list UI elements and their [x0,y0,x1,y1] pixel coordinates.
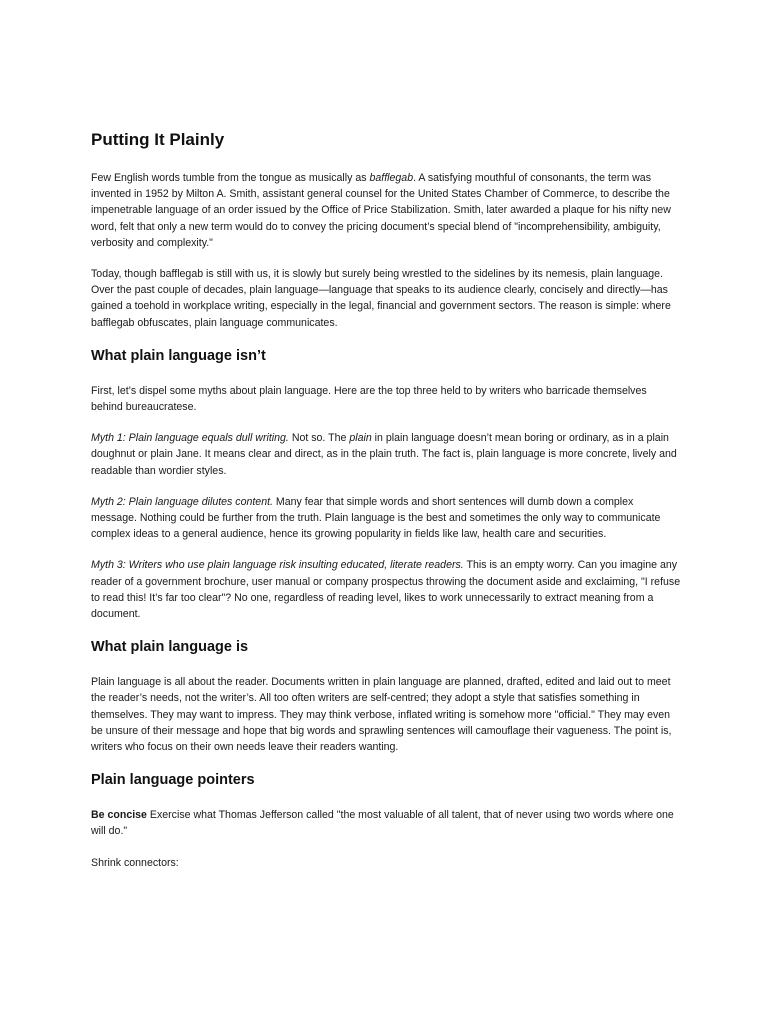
intro-text-start: Few English words tumble from the tongue as musically as [91,172,370,184]
myth-2-label: Myth 2: Plain language dilutes content. [91,495,273,508]
myth-1-paragraph [91,430,681,479]
myth-3-paragraph [91,557,681,622]
myths-intro-paragraph: First, let’s dispel some myths about plain language. Here are the top three held to by writers who barricade themselves behind bureaucratese. [91,384,647,414]
heading-plain-language-pointers: Plain language pointers [91,772,255,789]
be-concise-paragraph [91,807,681,839]
myth-1-text-start: Not so. The [288,432,350,445]
heading-what-plain-language-is: What plain language is [91,639,249,656]
myth-2-text: Many fear that simple words and short sentences will dumb down a complex message. Nothing could be further from the truth. Plain language is the best and sometimes the only way to communicate complex ideas to a general audience, hence its growing popularity in fields like law, health care and securities. [91,495,661,541]
myth-2-paragraph [91,494,681,543]
document-title: Putting It Plainly [91,130,225,149]
shrink-connectors-label: Shrink connectors: [91,856,179,869]
plain-term: plain [349,432,372,445]
bafflegab-term: bafflegab [369,172,414,184]
be-concise-label: Be concise [91,809,147,822]
myth-3-label: Myth 3: Writers who use plain language risk insulting educated, literate readers. [91,559,464,572]
heading-what-plain-language-isnt: What plain language isn’t [91,347,266,364]
intro-text-rest: . A satisfying mouthful of consonants, the term was invented in 1952 by Milton A. Smith, assistant general counsel for the United States Chamber of Commerce, to describe the impenetrable language of an order issued by the Office of Price Stabilization. Smith, later awarded a plaque for his nifty new word, felt that only a new term would do to convey the pricing document’s special blend of "incomprehensibility, ambiguity, verbosity and complexity." [91,172,671,249]
intro-paragraph-1 [91,170,681,251]
document-page [91,128,681,886]
myth-1-label: Myth 1: Plain language equals dull writing. [91,432,289,445]
myth-1-text-rest: in plain language doesn’t mean boring or ordinary, as in a plain doughnut or plain Jane. It means clear and direct, as in the plain truth. The fact is, plain language is more concrete, lively and readable than wordier styles. [91,432,677,477]
plain-language-is-paragraph: Plain language is all about the reader. Documents written in plain language are planned, drafted, edited and laid out to meet the reader’s needs, not the writer’s. All too often writers are self-centred; they adopt a style that satisfies something in themselves. They may want to impress. They may think verbose, inflated writing is somehow more "official." They may even be unsure of their message and hope that big words and sprawling sentences will camouflage their vagueness. The point is, writers who focus on their own needs leave their readers wanting. [91,676,672,754]
myth-3-text: This is an empty worry. Can you imagine any reader of a government brochure, user manual or company prospectus throwing the document aside and exclaiming, "I refuse to read this! It’s far too clear"? No one, regardless of reading level, likes to work unnecessarily to extract meaning from a document. [91,559,681,621]
be-concise-text: Exercise what Thomas Jefferson called "the most valuable of all talent, that of never using two words where one will do." [91,809,674,838]
intro-paragraph-2: Today, though bafflegab is still with us, it is slowly but surely being wrestled to the sidelines by its nemesis, plain language. Over the past couple of decades, plain language—language that speaks to its audience clearly, concisely and directly—has gained a toehold in workplace writing, especially in the legal, financial and government sectors. The reason is simple: where bafflegab obfuscates, plain language communicates. [91,268,671,329]
